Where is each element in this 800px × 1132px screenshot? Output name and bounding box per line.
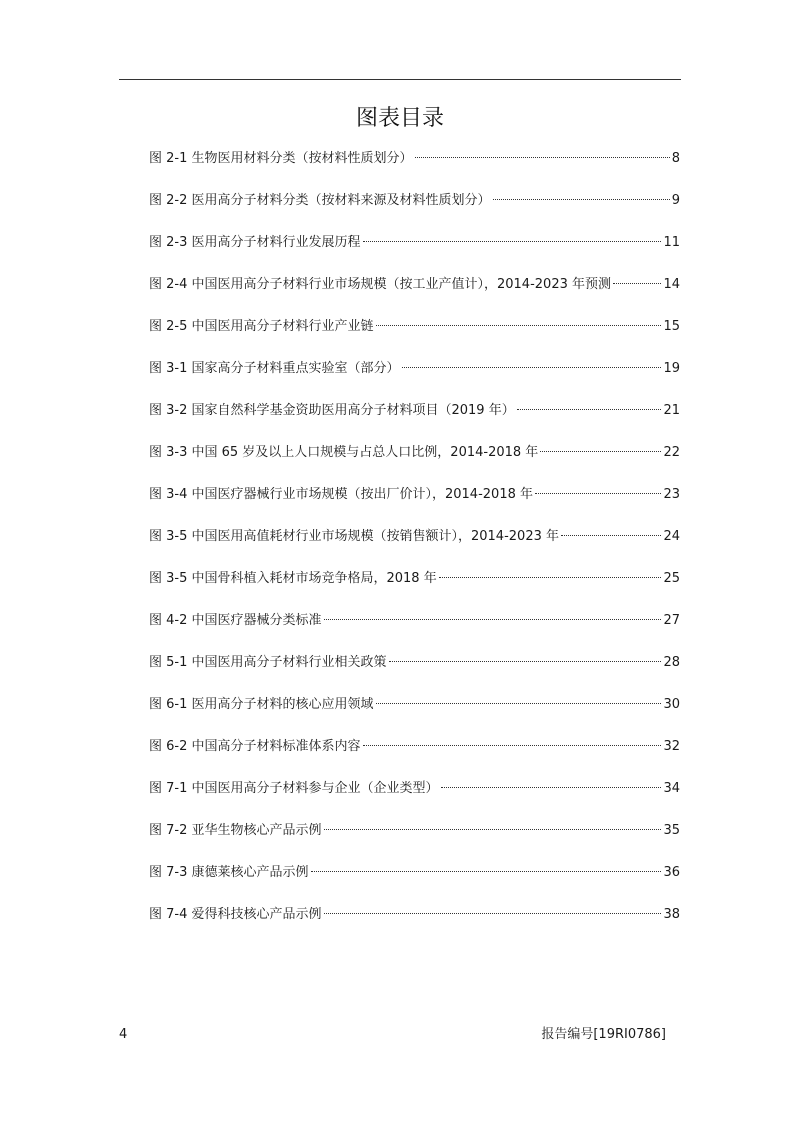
toc-entry-page: 25 — [663, 571, 680, 586]
toc-entry-page: 34 — [663, 781, 680, 796]
figure-table-of-contents — [149, 148, 680, 946]
toc-entry-label: 图 6-1 医用高分子材料的核心应用领域 — [149, 697, 374, 712]
toc-entry[interactable] — [149, 442, 680, 484]
toc-entry[interactable] — [149, 190, 680, 232]
toc-entry-label: 图 3-4 中国医疗器械行业市场规模（按出厂价计），2014-2018 年 — [149, 487, 533, 502]
toc-entry-page: 24 — [663, 529, 680, 544]
toc-entry-page: 27 — [663, 613, 680, 628]
toc-entry[interactable] — [149, 904, 680, 946]
toc-entry-label: 图 2-1 生物医用材料分类（按材料性质划分） — [149, 151, 413, 166]
toc-entry-page: 8 — [671, 151, 680, 166]
toc-dot-leader — [561, 535, 661, 536]
toc-entry-page: 11 — [663, 235, 680, 250]
toc-entry[interactable] — [149, 820, 680, 862]
toc-entry[interactable] — [149, 358, 680, 400]
toc-dot-leader — [376, 703, 662, 704]
toc-entry-page: 15 — [663, 319, 680, 334]
footer-report-number: 报告编号[19RI0786] — [541, 1027, 666, 1042]
header-rule — [119, 79, 681, 80]
toc-dot-leader — [439, 577, 662, 578]
toc-entry-page: 21 — [663, 403, 680, 418]
toc-entry[interactable] — [149, 274, 680, 316]
toc-dot-leader — [389, 661, 662, 662]
toc-dot-leader — [493, 199, 670, 200]
toc-entry[interactable] — [149, 526, 680, 568]
toc-entry-page: 28 — [663, 655, 680, 670]
toc-entry-label: 图 3-5 中国医用高值耗材行业市场规模（按销售额计），2014-2023 年 — [149, 529, 559, 544]
toc-entry-label: 图 5-1 中国医用高分子材料行业相关政策 — [149, 655, 387, 670]
toc-entry-label: 图 7-4 爱得科技核心产品示例 — [149, 907, 322, 922]
toc-dot-leader — [613, 283, 661, 284]
toc-dot-leader — [441, 787, 662, 788]
toc-entry-label: 图 7-2 亚华生物核心产品示例 — [149, 823, 322, 838]
toc-entry[interactable] — [149, 316, 680, 358]
toc-entry-page: 9 — [671, 193, 680, 208]
toc-entry-page: 30 — [663, 697, 680, 712]
toc-entry-label: 图 2-4 中国医用高分子材料行业市场规模（按工业产值计），2014-2023 年预测 — [149, 277, 611, 292]
toc-entry-page: 36 — [663, 865, 680, 880]
footer-page-number: 4 — [119, 1027, 128, 1042]
toc-dot-leader — [324, 829, 662, 830]
toc-dot-leader — [324, 913, 662, 914]
toc-entry-label: 图 7-1 中国医用高分子材料参与企业（企业类型） — [149, 781, 439, 796]
toc-entry[interactable] — [149, 778, 680, 820]
toc-entry[interactable] — [149, 694, 680, 736]
toc-dot-leader — [363, 241, 662, 242]
toc-entry-page: 32 — [663, 739, 680, 754]
toc-entry-label: 图 7-3 康德莱核心产品示例 — [149, 865, 309, 880]
toc-entry-page: 14 — [663, 277, 680, 292]
toc-dot-leader — [324, 619, 662, 620]
toc-entry-label: 图 2-5 中国医用高分子材料行业产业链 — [149, 319, 374, 334]
toc-entry-page: 38 — [663, 907, 680, 922]
toc-entry[interactable] — [149, 862, 680, 904]
toc-entry-label: 图 4-2 中国医疗器械分类标准 — [149, 613, 322, 628]
toc-entry[interactable] — [149, 610, 680, 652]
toc-entry-label: 图 3-5 中国骨科植入耗材市场竞争格局，2018 年 — [149, 571, 437, 586]
toc-entry[interactable] — [149, 652, 680, 694]
toc-dot-leader — [517, 409, 662, 410]
toc-entry[interactable] — [149, 232, 680, 274]
toc-entry[interactable] — [149, 484, 680, 526]
toc-entry[interactable] — [149, 400, 680, 442]
toc-entry-page: 35 — [663, 823, 680, 838]
toc-dot-leader — [415, 157, 670, 158]
toc-entry-label: 图 3-1 国家高分子材料重点实验室（部分） — [149, 361, 400, 376]
toc-entry-page: 19 — [663, 361, 680, 376]
toc-entry-label: 图 6-2 中国高分子材料标准体系内容 — [149, 739, 361, 754]
toc-dot-leader — [311, 871, 662, 872]
toc-entry-label: 图 2-3 医用高分子材料行业发展历程 — [149, 235, 361, 250]
toc-dot-leader — [535, 493, 661, 494]
toc-dot-leader — [540, 451, 661, 452]
toc-entry[interactable] — [149, 736, 680, 778]
toc-entry[interactable] — [149, 568, 680, 610]
toc-entry-label: 图 2-2 医用高分子材料分类（按材料来源及材料性质划分） — [149, 193, 491, 208]
toc-entry[interactable] — [149, 148, 680, 190]
toc-entry-page: 23 — [663, 487, 680, 502]
toc-dot-leader — [402, 367, 662, 368]
toc-entry-label: 图 3-2 国家自然科学基金资助医用高分子材料项目（2019 年） — [149, 403, 515, 418]
toc-entry-page: 22 — [663, 445, 680, 460]
toc-entry-label: 图 3-3 中国 65 岁及以上人口规模与占总人口比例，2014-2018 年 — [149, 445, 539, 460]
page-title: 图表目录 — [355, 106, 444, 131]
toc-dot-leader — [376, 325, 662, 326]
toc-dot-leader — [363, 745, 662, 746]
